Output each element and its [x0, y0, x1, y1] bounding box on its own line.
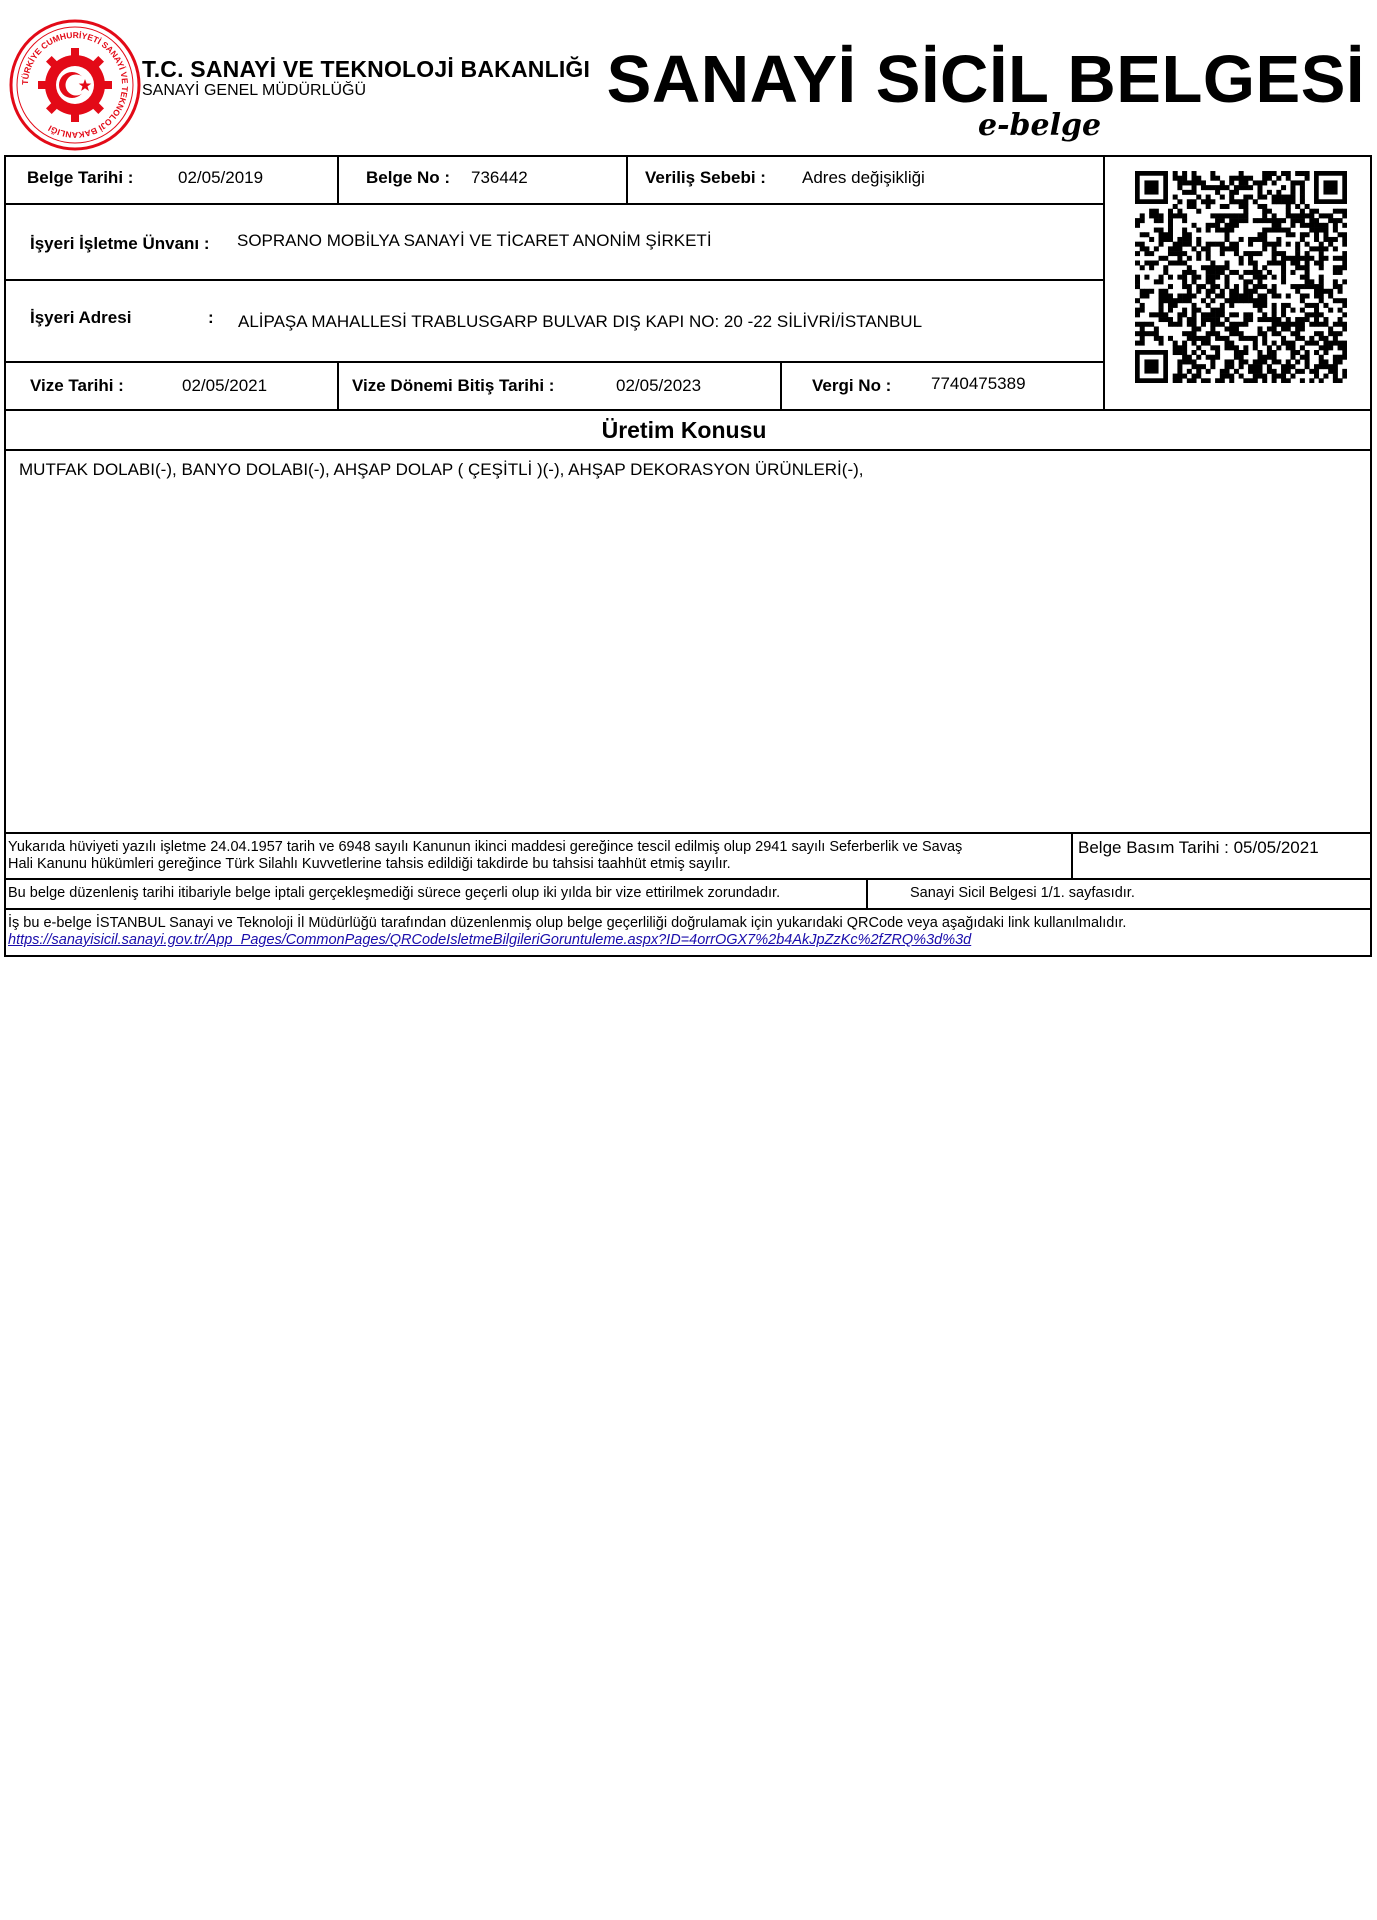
adres-label: İşyeri Adresi [30, 308, 132, 327]
vize-bitis-value: 02/05/2023 [616, 376, 702, 395]
validity-note: Bu belge düzenleniş tarihi itibariyle belge iptali gerçekleşmediği sürece geçerli olup iki yılda bir vize ettirilmek zorundadır. [8, 885, 781, 901]
issuer-note: İş bu e-belge İSTANBUL Sanayi ve Teknoloji İl Müdürlüğü tarafından düzenlenmiş olup belge geçerliliği doğrulamak için yukarıdaki QRCode veya aşağıdaki link kullanılmalıdır. [8, 915, 1127, 931]
verilis-sebebi-label: Veriliş Sebebi : [645, 168, 766, 187]
legal-text-line-2: Hali Kanunu hükümleri gereğince Türk Silahlı Kuvvetlerine tahsis edildiği takdirde bu tahsisi taahhüt etmiş sayılır. [8, 856, 731, 872]
vergi-no-value: 7740475389 [931, 374, 1026, 393]
ministry-name: T.C. SANAYİ VE TEKNOLOJİ BAKANLIĞI [142, 56, 591, 82]
directorate-name: SANAYİ GENEL MÜDÜRLÜĞÜ [142, 82, 367, 99]
svg-text:TÜRKİYE CUMHURİYETİ SANAYİ VE: TÜRKİYE CUMHURİYETİ SANAYİ VE TEKNOLOJİ BAKANLIĞI [19, 29, 131, 141]
page-note: Sanayi Sicil Belgesi 1/1. sayfasıdır. [910, 885, 1135, 901]
vize-tarihi-value: 02/05/2021 [182, 376, 268, 395]
belge-no-value: 736442 [471, 168, 528, 187]
document-title: SANAYİ SİCİL BELGESİ [606, 42, 1365, 117]
adres-value: ALİPAŞA MAHALLESİ TRABLUSGARP BULVAR DIŞ KAPI NO: 20 -22 SİLİVRİ/İSTANBUL [238, 312, 923, 331]
qr-code-icon [1135, 171, 1347, 383]
vize-tarihi-label: Vize Tarihi : [30, 376, 124, 395]
unvan-value: SOPRANO MOBİLYA SANAYİ VE TİCARET ANONİM ŞİRKETİ [237, 231, 712, 250]
unvan-label: İşyeri İşletme Ünvanı : [30, 234, 210, 253]
belge-tarihi-label: Belge Tarihi : [27, 168, 134, 187]
uretim-konusu-title: Üretim Konusu [601, 417, 767, 443]
basim-tarihi: Belge Basım Tarihi : 05/05/2021 [1078, 838, 1319, 857]
verilis-sebebi-value: Adres değişikliği [802, 168, 925, 187]
ministry-header [142, 56, 590, 100]
vize-bitis-label: Vize Dönemi Bitiş Tarihi : [352, 376, 555, 395]
uretim-konusu-items: MUTFAK DOLABI(-), BANYO DOLABI(-), AHŞAP DOLAP ( ÇEŞİTLİ )(-), AHŞAP DEKORASYON ÜRÜNLERİ(-), [19, 460, 864, 479]
adres-colon: : [208, 308, 214, 327]
belge-tarihi-value: 02/05/2019 [178, 168, 264, 187]
legal-text-line-1: Yukarıda hüviyeti yazılı işletme 24.04.1957 tarih ve 6948 sayılı Kanunun ikinci maddesi gereğince tescil edilmiş olup 2941 sayılı Seferberlik ve Savaş [8, 839, 963, 855]
verify-link[interactable]: https://sanayisicil.sanayi.gov.tr/App_Pages/CommonPages/QRCodeIsletmeBilgileriGoruntuleme.aspx?ID=4orrOGX7%2b4AkJpZzKc%2fZRQ%3d%3d [8, 932, 972, 948]
document-subtitle: e-belge [978, 108, 1102, 143]
belge-no-label: Belge No : [366, 168, 451, 187]
ministry-logo [8, 18, 142, 152]
vergi-no-label: Vergi No : [812, 376, 892, 395]
